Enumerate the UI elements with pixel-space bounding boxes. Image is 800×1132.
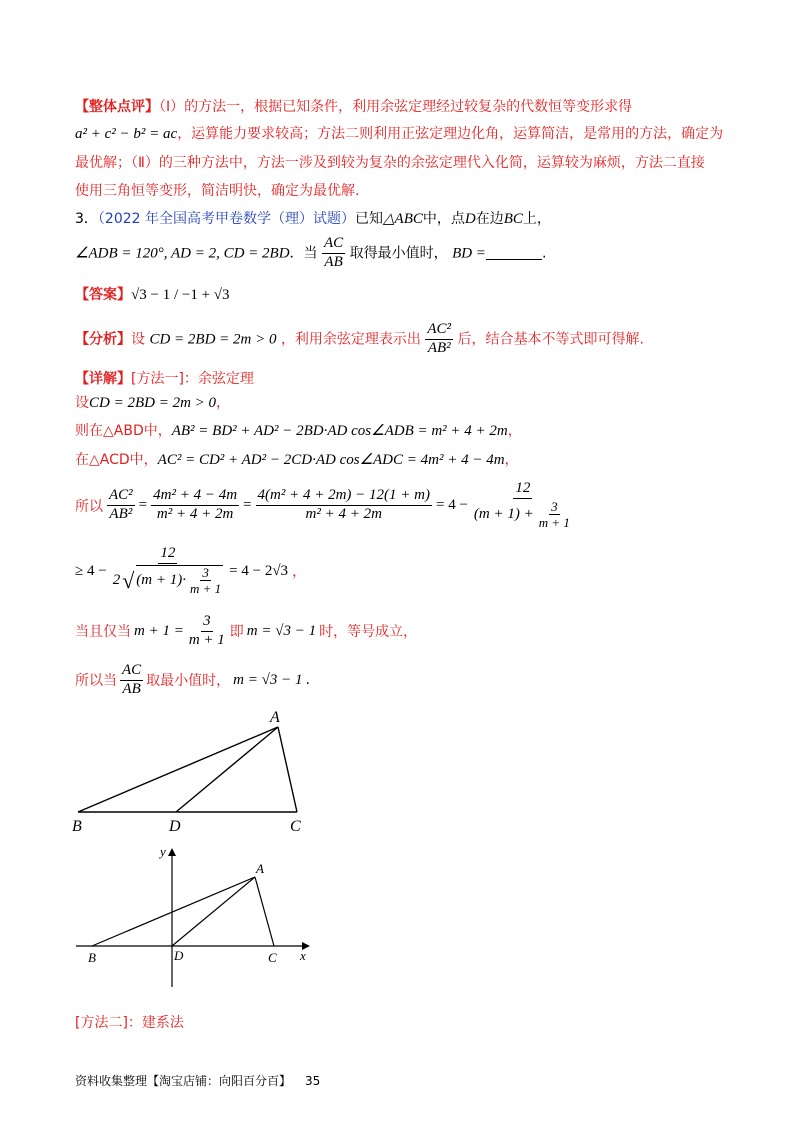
segment-ac [255,877,274,946]
detail-ratio-equation: 所以 $\frac{\text{AC²}}{\text{AB²}}$ = $\frac{\text{4m² + 4 − 4m}}{\text{m² + 4 + 2m}}$ = $\frac{\text{4(m² + 4 + 2m) − 12(1 + m)}}{\text{m² + 4 + 2m}}$ = 4 − 12 (m + 1) + $\frac{3}{m + 1}$ [75,480,570,531]
segment-ad [176,727,278,812]
detail-abd-line: 则在△ABD中，AB² = BD² + AD² − 2BD·AD cos∠ADB = m² + 4 + 2m， [75,423,522,439]
segment-ab [78,727,278,812]
y-axis-arrow [168,848,176,856]
label-d: D [174,948,184,963]
label-d: D [169,818,181,835]
detail-tag: 【详解】 [75,371,131,387]
label-a: A [270,709,280,726]
analysis-line: 【分析】设 CD = 2BD = 2m > 0 ，利用余弦定理表示出 $\frac{\text{AC²}}{\text{AB²}}$ 后，结合基本不等式即可得解. [75,321,644,356]
detail-equality-condition: 当且仅当 m + 1 = $\frac{3}{m + 1}$ 即 m = √3 − 1 时，等号成立， [75,613,418,648]
label-b: B [88,950,96,965]
label-b: B [72,818,82,835]
triangle-figure [60,705,320,835]
sqrt-sign: √ [122,567,135,593]
page-footer [75,1072,320,1089]
method1-title: [方法一]：余弦定理 [131,371,254,387]
answer-value: √3 − 1 / −1 + √3 [131,287,230,303]
footer-text: 资料收集整理【淘宝店铺：向阳百分百】 [75,1074,292,1088]
label-c: C [290,818,301,835]
overall-review-line2: a² + c² − b² = ac，运算能力要求较高；方法二则利用正弦定理边化角，运算简洁，是常用的方法，确定为 [75,126,724,142]
overall-review-line4: 使用三角恒等变形，简洁明快，确定为最优解. [75,183,360,199]
coordinate-figure [70,842,320,992]
method2-title: [方法二]：建系法 [75,1015,184,1031]
page-number: 35 [305,1074,321,1088]
detail-set-line: 设CD = 2BD = 2m > 0， [75,395,231,411]
ratio-ac-ab: $\frac{AC}{AB}$ [323,235,344,270]
problem-statement-line2: ∠ADB = 120°, AD = 2, CD = 2BD．当 $\frac{AC}{AB}$ 取得最小值时， BD = . [75,235,547,270]
detail-inequality: ≥ 4 − 12 2 √ (m + 1)· $\frac{3}{m + 1}$ = 4 − 2√3 ， [75,545,307,597]
label-x: x [300,948,306,963]
answer-blank [486,247,542,260]
problem-source: （2022 年全国高考甲卷数学（理）试题） [97,211,355,227]
overall-review-line3: 最优解；（Ⅱ）的三种方法中，方法一涉及到较为复杂的余弦定理代入化简，运算较为麻烦，方法二直接 [75,155,705,171]
analysis-tag: 【分析】 [75,331,131,348]
label-c: C [268,950,277,965]
problem-statement-line1: 3．（2022 年全国高考甲卷数学（理）试题）已知△ABC中，点D在边BC上， [75,211,551,227]
segment-ac [278,727,297,812]
answer-tag: 【答案】 [75,287,131,303]
segment-ad [172,877,255,946]
overall-review-tag: 【整体点评】 [75,99,159,115]
formula-a2c2b2: a² + c² − b² = ac [75,126,178,142]
detail-conclusion: 所以当 $\frac{AC}{AB}$ 取最小值时， m = √3 − 1 . [75,662,310,697]
detail-header [75,368,254,388]
problem-conditions: ∠ADB = 120°, AD = 2, CD = 2BD [75,245,290,262]
segment-ab [92,877,255,946]
label-a: A [256,861,264,876]
overall-review-line1: 【整体点评】（Ⅰ）的方法一，根据已知条件，利用余弦定理经过较复杂的代数恒等变形求得 [75,99,633,115]
answer-line [75,284,230,304]
detail-acd-line: 在△ACD中，AC² = CD² + AD² − 2CD·AD cos∠ADC = 4m² + 4 − 4m， [75,452,519,468]
label-y: y [160,844,166,859]
